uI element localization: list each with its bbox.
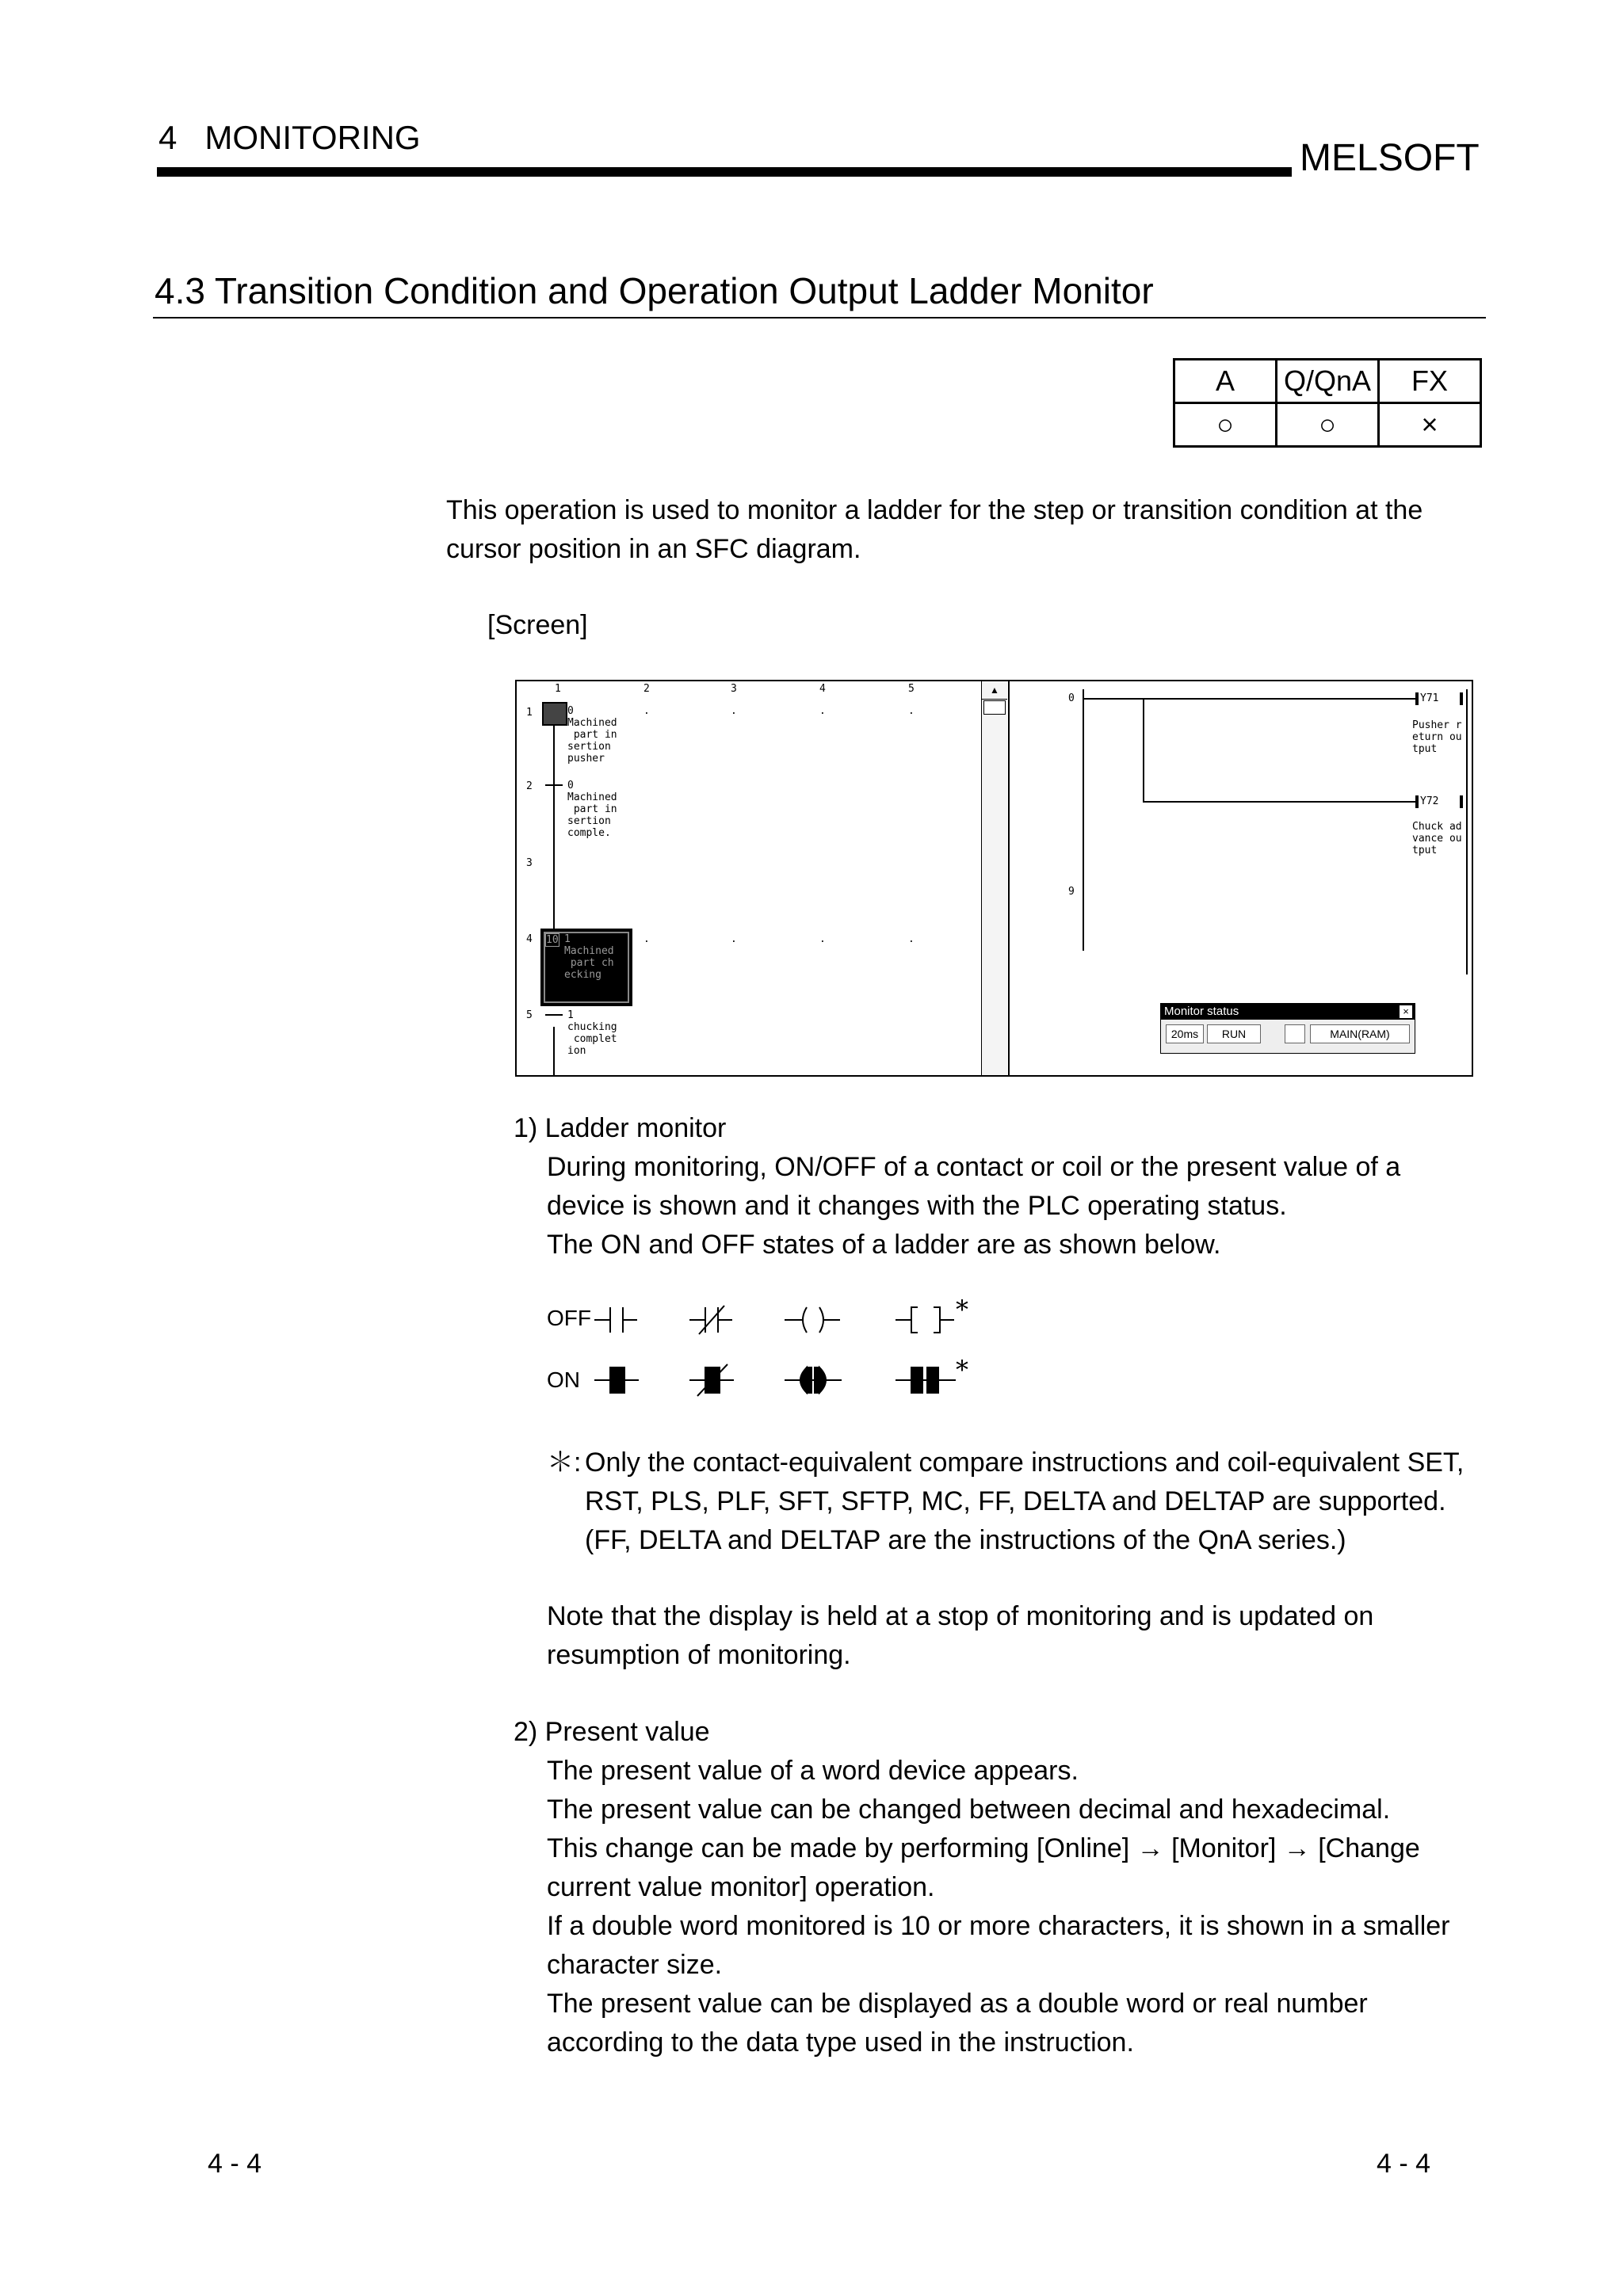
sfc-diagram-pane bbox=[517, 681, 1008, 1075]
no-contact-off-icon bbox=[594, 1307, 637, 1333]
item1-heading: 1) Ladder monitor bbox=[514, 1113, 727, 1143]
ladder-right-rail bbox=[1466, 689, 1468, 974]
asterisk-on: * bbox=[956, 1355, 968, 1385]
sfc-screen-capture bbox=[515, 680, 1473, 1077]
item2-line-8: according to the data type used in the instruction. bbox=[547, 2027, 1134, 2058]
section-title: 4.3 Transition Condition and Operation Output Ladder Monitor bbox=[155, 270, 1154, 311]
row-5: 5 bbox=[526, 1009, 533, 1021]
monitor-memory: MAIN(RAM) bbox=[1310, 1024, 1410, 1043]
hold-line-1: Note that the display is held at a stop of monitoring and is updated on bbox=[547, 1601, 1374, 1631]
coil-end-icon bbox=[1460, 795, 1463, 808]
coil1-label: Pusher r eturn ou tput bbox=[1412, 719, 1462, 755]
header-rule bbox=[157, 167, 1292, 177]
item2-line-3: This change can be made by performing [Online] → [Monitor] → [Change bbox=[547, 1833, 1420, 1863]
compat-mark-fx: × bbox=[1379, 403, 1481, 447]
nc-contact-off-icon bbox=[689, 1306, 732, 1334]
item2-line-5: If a double word monitored is 10 or more characters, it is shown in a smaller bbox=[547, 1911, 1450, 1941]
coil-on-icon bbox=[1415, 692, 1419, 705]
item1-line-3: The ON and OFF states of a ladder are as shown below. bbox=[547, 1230, 1221, 1260]
grid-dot: . bbox=[643, 933, 650, 945]
sfc-selected-step[interactable] bbox=[540, 929, 632, 1006]
ladder-left-rail bbox=[1083, 689, 1084, 951]
col-5: 5 bbox=[908, 683, 915, 695]
close-icon[interactable]: × bbox=[1400, 1005, 1412, 1018]
row-3: 3 bbox=[526, 857, 533, 869]
ladder-rung-1 bbox=[1084, 698, 1417, 700]
row-1: 1 bbox=[526, 707, 533, 719]
screen-label: [Screen] bbox=[487, 610, 588, 640]
monitor-scan-time: 20ms bbox=[1166, 1024, 1204, 1043]
coil2-device: Y72 bbox=[1420, 795, 1439, 807]
ladder-step-0: 0 bbox=[1068, 692, 1075, 704]
grid-dot: . bbox=[731, 933, 737, 945]
coil-on-icon bbox=[785, 1367, 842, 1393]
on-label: ON bbox=[547, 1367, 580, 1392]
item1-line-1: During monitoring, ON/OFF of a contact or coil or the present value of a bbox=[547, 1152, 1401, 1182]
instruction-off-icon bbox=[896, 1307, 954, 1333]
contact-coil-symbols bbox=[594, 1299, 991, 1410]
item2-line-6: character size. bbox=[547, 1950, 723, 1980]
compat-header-qqna: Q/QnA bbox=[1277, 360, 1379, 403]
sfc-initial-step[interactable] bbox=[542, 702, 567, 726]
note-line-1: Only the contact-equivalent compare instructions and coil-equivalent SET, bbox=[585, 1447, 1465, 1478]
col-4: 4 bbox=[819, 683, 826, 695]
compat-header-a: A bbox=[1174, 360, 1277, 403]
footer-page-left: 4 - 4 bbox=[208, 2149, 262, 2179]
grid-dot: . bbox=[819, 933, 826, 945]
grid-dot: . bbox=[731, 705, 737, 717]
monitor-blank-field bbox=[1285, 1024, 1305, 1043]
transition2-text: 0 Machined part in sertion comple. bbox=[567, 780, 617, 839]
coil1-device: Y71 bbox=[1420, 692, 1439, 704]
grid-dot: . bbox=[819, 705, 826, 717]
monitor-status-window[interactable] bbox=[1160, 1003, 1415, 1054]
note-line-2: RST, PLS, PLF, SFT, SFTP, MC, FF, DELTA and DELTAP are supported. bbox=[585, 1486, 1446, 1516]
row-4: 4 bbox=[526, 933, 533, 945]
item2-line-2: The present value can be changed between decimal and hexadecimal. bbox=[547, 1794, 1391, 1825]
intro-paragraph: This operation is used to monitor a ladder for the step or transition condition at the cursor position in an SFC diagram. bbox=[446, 495, 1423, 564]
coil-on-icon bbox=[1415, 795, 1419, 808]
item2-heading: 2) Present value bbox=[514, 1717, 710, 1747]
step4-number: 10 bbox=[546, 934, 559, 946]
monitor-status-titlebar[interactable]: Monitor status bbox=[1161, 1004, 1415, 1020]
instruction-on-icon bbox=[896, 1367, 956, 1393]
section-rule bbox=[153, 317, 1486, 318]
asterisk-off: * bbox=[956, 1299, 968, 1325]
item2-line-4: current value monitor] operation. bbox=[547, 1872, 935, 1902]
item2-line-7: The present value can be displayed as a double word or real number bbox=[547, 1989, 1368, 2019]
coil2-label: Chuck ad vance ou tput bbox=[1412, 821, 1462, 856]
col-1: 1 bbox=[555, 683, 561, 695]
scroll-thumb[interactable] bbox=[983, 700, 1006, 715]
compat-header-fx: FX bbox=[1379, 360, 1481, 403]
transition-2-bar bbox=[545, 784, 563, 786]
col-3: 3 bbox=[731, 683, 737, 695]
sfc-flow-line-lower bbox=[553, 1027, 555, 1075]
compat-mark-a: ○ bbox=[1174, 403, 1277, 447]
item1-line-2: device is shown and it changes with the PLC operating status. bbox=[547, 1191, 1287, 1221]
sfc-vertical-scrollbar[interactable] bbox=[981, 681, 1007, 1075]
grid-dot: . bbox=[643, 705, 650, 717]
nc-contact-on-icon bbox=[689, 1364, 734, 1396]
compatibility-table bbox=[1173, 358, 1482, 448]
off-label: OFF bbox=[547, 1306, 591, 1330]
coil-off-icon bbox=[785, 1307, 840, 1333]
compat-mark-qqna: ○ bbox=[1277, 403, 1379, 447]
footer-page-right: 4 - 4 bbox=[1377, 2149, 1431, 2179]
item2-line-1: The present value of a word device appears. bbox=[547, 1756, 1079, 1786]
hold-line-2: resumption of monitoring. bbox=[547, 1640, 851, 1670]
coil-end-icon bbox=[1460, 692, 1463, 705]
row-2: 2 bbox=[526, 780, 533, 792]
col-2: 2 bbox=[643, 683, 650, 695]
scroll-up-icon[interactable]: ▲ bbox=[982, 681, 1007, 700]
note-line-3: (FF, DELTA and DELTAP are the instructions of the QnA series.) bbox=[585, 1525, 1346, 1555]
grid-dot: . bbox=[908, 705, 915, 717]
transition5-text: 1 chucking complet ion bbox=[567, 1009, 617, 1057]
chapter-heading: 4 MONITORING bbox=[158, 119, 421, 156]
brand-name: MELSOFT bbox=[1300, 137, 1480, 179]
ladder-branch bbox=[1143, 698, 1144, 803]
monitor-cpu-status: RUN bbox=[1207, 1024, 1261, 1043]
ladder-step-9: 9 bbox=[1068, 886, 1075, 898]
note-mark: ＊: bbox=[547, 1447, 582, 1478]
step1-text: 0 Machined part in sertion pusher bbox=[567, 705, 617, 765]
ladder-rung-2 bbox=[1143, 801, 1417, 803]
step4-text: 1 Machined part ch ecking bbox=[564, 933, 614, 981]
transition-5-bar bbox=[545, 1014, 563, 1016]
no-contact-on-icon bbox=[594, 1367, 639, 1393]
grid-dot: . bbox=[908, 933, 915, 945]
